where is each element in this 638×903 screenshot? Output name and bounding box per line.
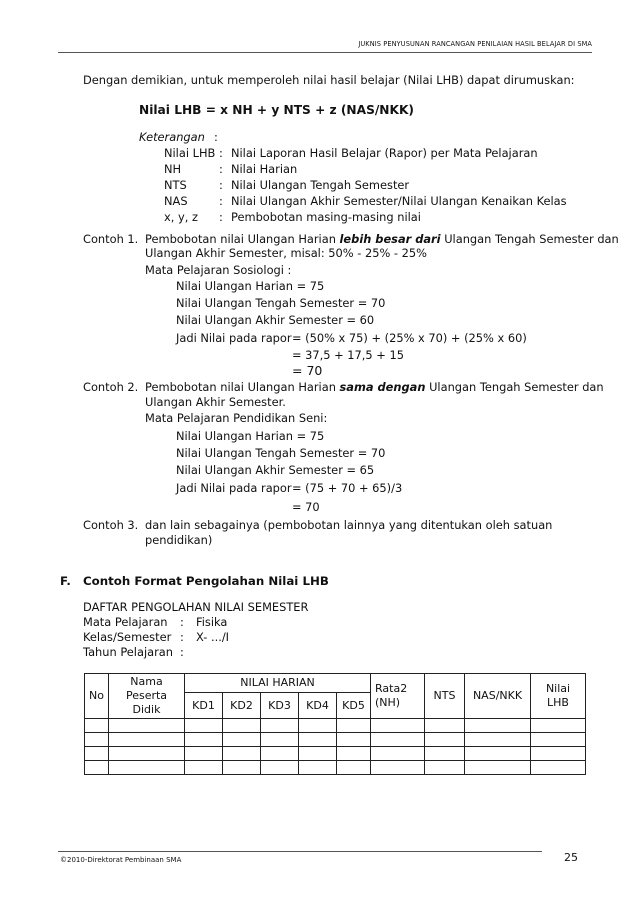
contoh-2-line1-pre: Pembobotan nilai Ulangan Harian [145,380,340,394]
running-header: JUKNIS PENYUSUNAN RANCANGAN PENILAIAN HASIL BELAJAR DI SMA [358,40,592,48]
contoh-2-label: Contoh 2. [83,380,139,394]
lhb-formula: Nilai LHB = x NH + y NTS + z (NAS/NKK) [139,103,414,117]
col-rata2-line: (NH) [375,696,401,709]
col-nts: NTS [425,674,465,719]
contoh-1-line1-post: Ulangan Tengah Semester dan [440,232,619,246]
contoh-2-result: = 70 [292,500,320,514]
meta-sep: : [180,645,184,659]
contoh-1-mapel: Mata Pelajaran Sosiologi : [145,263,292,277]
col-nilai-harian: NILAI HARIAN [185,674,371,693]
meta-sep: : [180,615,184,629]
contoh-1-result: = 70 [292,363,323,378]
contoh-3-line2: pendidikan) [145,533,213,547]
contoh-2-line1 [145,380,604,395]
keterangan-term: NAS [164,194,188,208]
contoh-3-line1: dan lain sebagainya (pembobotan lainnya yang ditentukan oleh satuan [145,518,553,532]
section-f-title: Contoh Format Pengolahan Nilai LHB [83,574,329,588]
contoh-2-nh: Nilai Ulangan Harian = 75 [176,429,325,443]
col-kd: KD2 [223,693,261,719]
nilai-table [84,673,586,775]
keterangan-desc: Nilai Ulangan Tengah Semester [231,178,410,192]
contoh-1-nh: Nilai Ulangan Harian = 75 [176,279,325,293]
keterangan-term: NTS [164,178,187,192]
meta-value: Fisika [196,615,228,629]
contoh-1-nas: Nilai Ulangan Akhir Semester = 60 [176,313,375,327]
meta-label: Tahun Pelajaran [83,645,173,659]
page-number: 25 [564,851,578,864]
col-nama-line: Peserta [125,689,168,703]
table-row [85,747,586,761]
contoh-1-line2: Ulangan Akhir Semester, misal: 50% - 25% - 25% [145,246,427,260]
contoh-1-step2: = 37,5 + 17,5 + 15 [292,348,404,362]
contoh-2-line2: Ulangan Akhir Semester. [145,395,286,409]
table-row [85,719,586,733]
contoh-2-emphasis: sama dengan [339,380,426,394]
contoh-1-nts: Nilai Ulangan Tengah Semester = 70 [176,296,386,310]
footer-copyright: ©2010-Direktorat Pembinaan SMA [60,856,182,864]
table-row [85,733,586,747]
section-f-letter: F. [60,574,71,588]
keterangan-sep: : [219,146,223,160]
contoh-2-mapel: Mata Pelajaran Pendidikan Seni: [145,411,328,425]
col-nama-line: Didik [132,702,161,716]
contoh-1-emphasis: lebih besar dari [339,232,441,246]
contoh-1-line1-pre: Pembobotan nilai Ulangan Harian [145,232,340,246]
table-row [85,761,586,775]
keterangan-sep: : [219,178,223,192]
intro-paragraph: Dengan demikian, untuk memperoleh nilai hasil belajar (Nilai LHB) dapat dirumuskan: [83,73,575,87]
contoh-3-label: Contoh 3. [83,518,139,532]
col-lhb-line: LHB [547,696,569,709]
col-lhb [531,674,586,719]
col-kd: KD1 [185,693,223,719]
meta-label: Kelas/Semester [83,630,172,644]
contoh-2-line1-post: Ulangan Tengah Semester dan [425,380,604,394]
col-kd: KD4 [299,693,337,719]
col-lhb-line: Nilai [545,682,571,696]
contoh-1-jadi-value: = (50% x 75) + (25% x 70) + (25% x 60) [292,331,527,345]
col-kd: KD5 [337,693,371,719]
contoh-2-nts: Nilai Ulangan Tengah Semester = 70 [176,446,386,460]
meta-label: Mata Pelajaran [83,615,168,629]
col-rata2-line: Rata2 [375,682,408,696]
footer-rule [58,851,542,852]
contoh-2-jadi-label: Jadi Nilai pada rapor [176,481,292,495]
col-rata2 [371,674,425,719]
contoh-1-jadi-label: Jadi Nilai pada rapor [176,331,292,345]
keterangan-desc: Nilai Laporan Hasil Belajar (Rapor) per Mata Pelajaran [231,146,538,160]
keterangan-sep: : [219,162,223,176]
keterangan-desc: Nilai Harian [231,162,298,176]
col-nas-nkk: NAS/NKK [465,674,531,719]
meta-value: X- .../I [196,630,230,644]
col-kd: KD3 [261,693,299,719]
col-nama [109,674,185,719]
meta-sep: : [180,630,184,644]
keterangan-sep: : [219,194,223,208]
keterangan-sep: : [219,210,223,224]
header-rule [58,52,592,53]
keterangan-colon: : [214,130,218,144]
keterangan-term: NH [164,162,182,176]
keterangan-desc: Nilai Ulangan Akhir Semester/Nilai Ulangan Kenaikan Kelas [231,194,567,208]
contoh-2-jadi-value: = (75 + 70 + 65)/3 [292,481,403,495]
daftar-title: DAFTAR PENGOLAHAN NILAI SEMESTER [83,600,309,614]
col-no: No [85,674,109,719]
keterangan-term: x, y, z [164,210,198,224]
keterangan-desc: Pembobotan masing-masing nilai [231,210,421,224]
contoh-2-nas: Nilai Ulangan Akhir Semester = 65 [176,463,375,477]
contoh-1-line1 [145,232,619,247]
contoh-1-label: Contoh 1. [83,232,139,246]
keterangan-label: Keterangan [139,130,205,144]
col-nama-line: Nama [130,675,163,689]
keterangan-term: Nilai LHB [164,146,216,160]
